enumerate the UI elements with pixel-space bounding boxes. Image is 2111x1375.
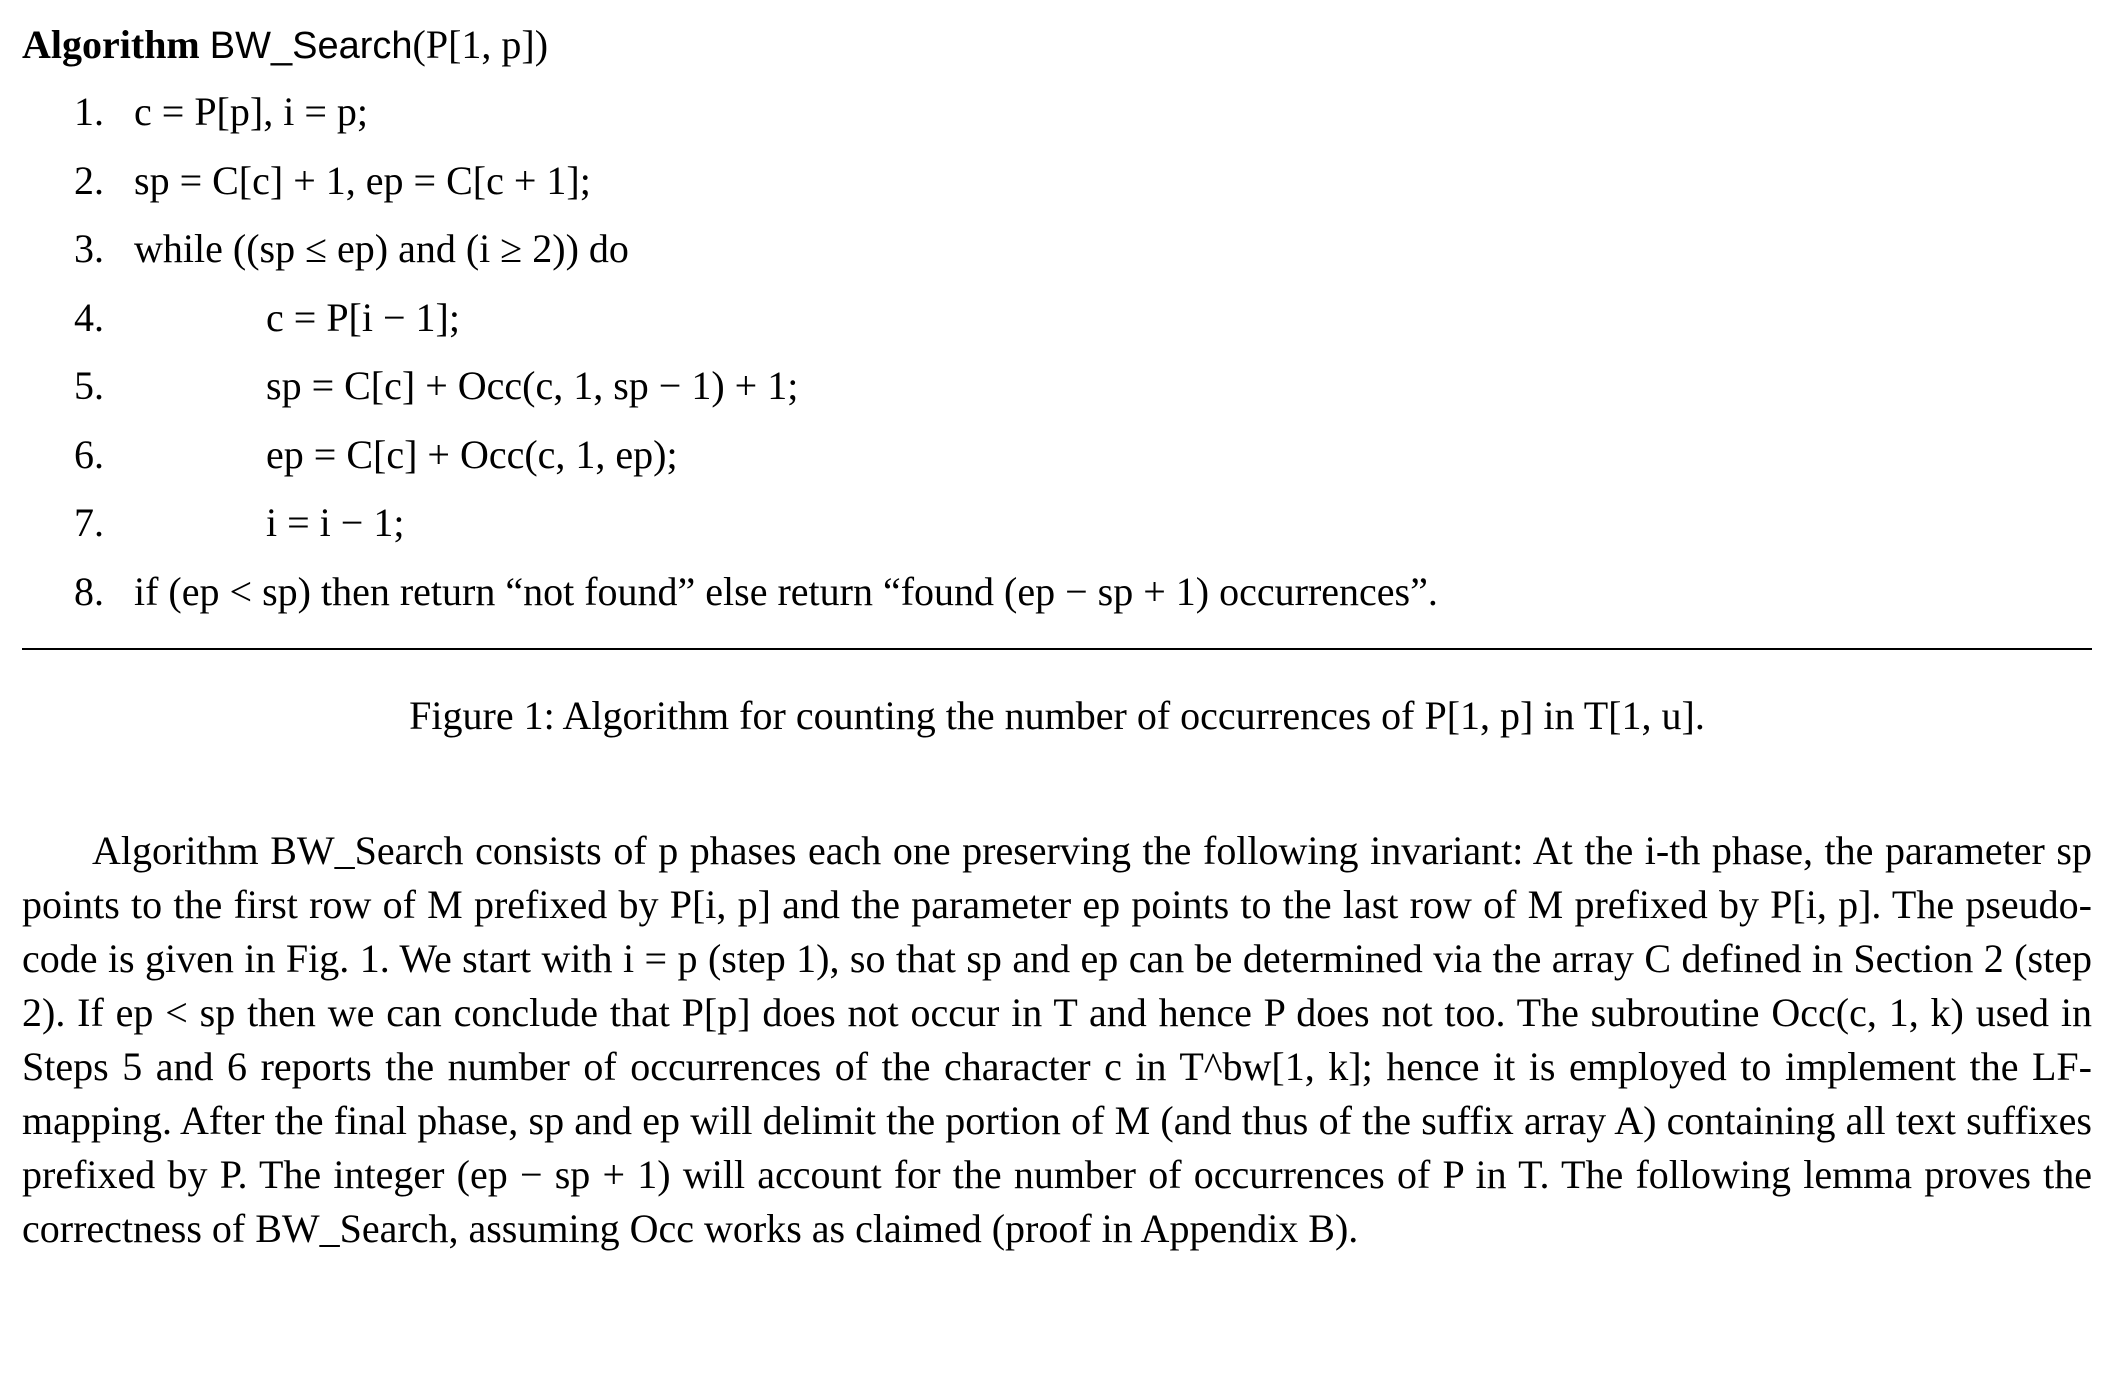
step-number: 8. bbox=[74, 568, 104, 614]
step-text: c = P[p], i = p; bbox=[134, 89, 368, 134]
step-text: sp = C[c] + 1, ep = C[c + 1]; bbox=[134, 157, 591, 203]
figure-divider bbox=[22, 648, 2092, 650]
step-text: while ((sp ≤ ep) and (i ≥ 2)) do bbox=[134, 226, 629, 271]
algorithm-step bbox=[22, 489, 2092, 558]
step-number: 7. bbox=[74, 500, 104, 545]
algorithm-signature: (P[1, p]) bbox=[412, 22, 549, 67]
algorithm-step bbox=[22, 78, 2092, 147]
figure-caption: Figure 1: Algorithm for counting the number of occurrences of P[1, p] in T[1, u]. bbox=[409, 693, 1705, 738]
step-text: sp = C[c] + Occ(c, 1, sp − 1) + 1; bbox=[266, 363, 799, 408]
step-number: 4. bbox=[74, 294, 104, 340]
algorithm-step bbox=[22, 147, 2092, 216]
algorithm-header bbox=[22, 12, 2092, 78]
step-number: 5. bbox=[74, 363, 104, 408]
body-paragraph: Algorithm BW_Search consists of p phases each one preserving the following invariant: At the i-th phase, the parameter sp points to the first row of M prefixed by P[i, p] and the parameter ep points to the last row of M prefixed by P[i, p]. The pseudo-code is given in Fig. 1. We start with i = p (step 1), so that sp and ep can be determined via the array C defined in Section 2 (step 2). If ep < sp then we can conclude that P[p] does not occur in T and hence P does not too. The subroutine Occ(c, 1, k) used in Steps 5 and 6 reports the number of occurrences of the character c in T^bw[1, k]; hence it is employed to implement the LF-mapping. After the final phase, sp and ep will delimit the portion of M (and thus of the suffix array A) containing all text suffixes prefixed by P. The integer (ep − sp + 1) will account for the number of occurrences of P in T. The following lemma proves the correctness of BW_Search, assuming Occ works as claimed (proof in Appendix B). bbox=[22, 828, 2092, 1251]
algorithm-step bbox=[22, 215, 2092, 284]
step-number: 1. bbox=[74, 89, 104, 134]
algorithm-step bbox=[22, 284, 2092, 353]
step-text: if (ep < sp) then return “not found” else return “found (ep − sp + 1) occurrences”. bbox=[134, 568, 1438, 614]
algorithm-step bbox=[22, 421, 2092, 490]
step-text: i = i − 1; bbox=[266, 500, 405, 545]
algorithm-steps bbox=[22, 78, 2092, 626]
step-number: 2. bbox=[74, 157, 104, 203]
step-number: 6. bbox=[74, 431, 104, 477]
step-number: 3. bbox=[74, 226, 104, 271]
algorithm-name: BW_Search bbox=[209, 25, 413, 67]
step-text: ep = C[c] + Occ(c, 1, ep); bbox=[266, 431, 678, 477]
step-text: c = P[i − 1]; bbox=[266, 294, 460, 340]
algorithm-step bbox=[22, 352, 2092, 421]
algorithm-step bbox=[22, 558, 2092, 627]
algorithm-keyword: Algorithm bbox=[22, 22, 200, 67]
paper-page bbox=[22, 12, 2092, 1251]
